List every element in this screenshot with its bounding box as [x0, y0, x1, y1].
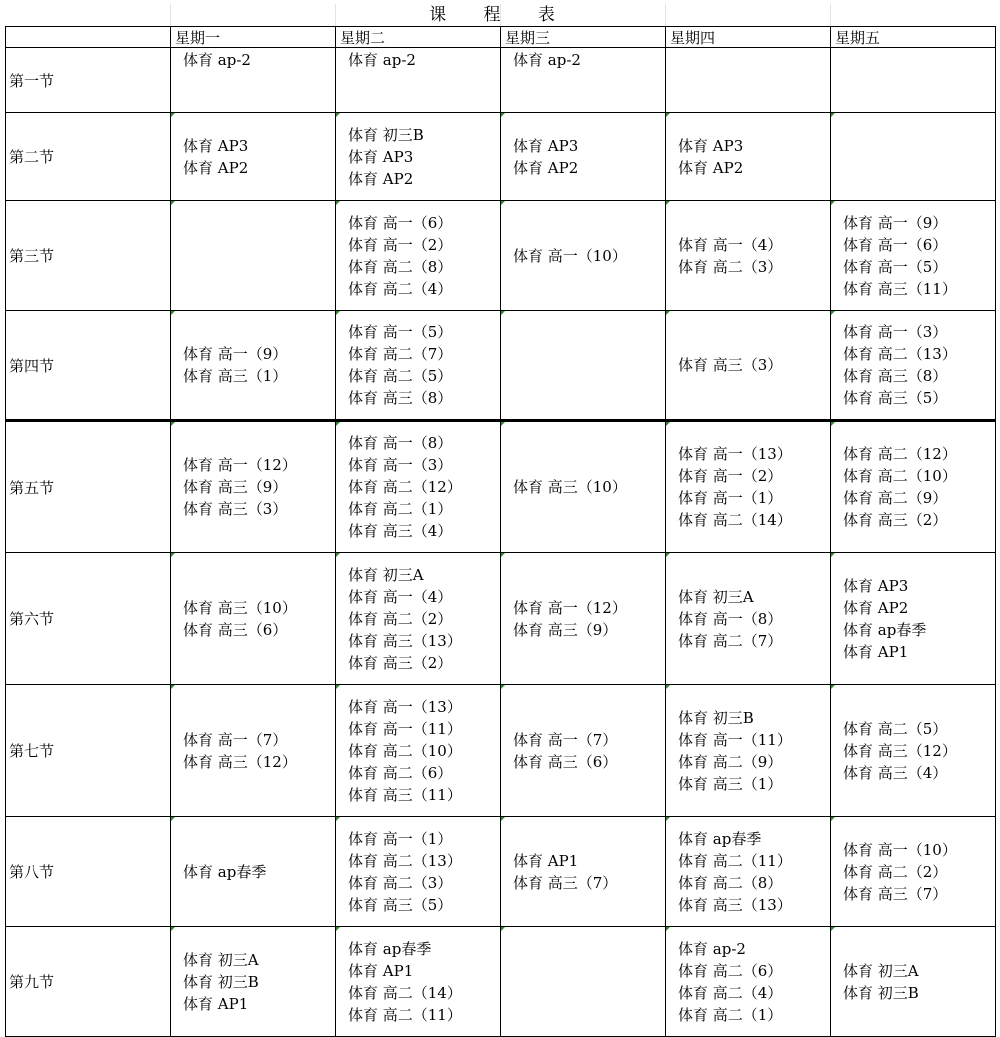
period-row — [6, 113, 996, 201]
cell-corner-marker — [171, 422, 175, 426]
class-entry: 体育 高三（1） — [183, 367, 288, 385]
class-entry: 体育 ap春季 — [678, 829, 762, 848]
class-entry: 体育 高三（2） — [348, 653, 453, 672]
schedule-cell — [831, 553, 996, 685]
schedule-cell — [666, 311, 831, 421]
cell-corner-marker — [501, 201, 505, 205]
schedule-cell — [501, 553, 666, 685]
period-label: 第一节 — [6, 48, 171, 113]
schedule-cell — [666, 201, 831, 311]
class-entry: 体育 高一（5） — [843, 257, 948, 276]
class-entry: 体育 初三A — [843, 961, 919, 980]
class-entry: 体育 高三（6） — [513, 752, 618, 771]
class-entry: 体育 ap-2 — [183, 51, 251, 69]
class-entry: 体育 高三（7） — [843, 884, 948, 903]
schedule-cell — [501, 421, 666, 553]
class-entry: 体育 ap春季 — [843, 620, 927, 639]
class-entry: 体育 高三（8） — [843, 367, 948, 385]
class-entry: 体育 高一（11） — [678, 730, 792, 749]
header-row — [6, 27, 996, 48]
cell-corner-marker — [171, 817, 175, 821]
schedule-cell — [171, 553, 336, 685]
cell-corner-marker — [666, 311, 670, 315]
period-label: 第七节 — [6, 685, 171, 817]
schedule-cell — [831, 48, 996, 113]
class-entry: 体育 高一（2） — [678, 467, 783, 485]
schedule-cell — [831, 421, 996, 553]
schedule-cell — [501, 311, 666, 421]
class-entry: 体育 高三（4） — [843, 763, 948, 782]
class-entry: 体育 高二（9） — [678, 752, 783, 771]
class-entry: 体育 高二（14） — [348, 983, 462, 1002]
cell-corner-marker — [831, 685, 835, 689]
schedule-cell — [666, 553, 831, 685]
class-entry: 体育 高一（4） — [348, 587, 453, 606]
class-entry: 体育 ap春季 — [348, 939, 432, 958]
class-entry: 体育 高三（4） — [348, 522, 453, 540]
schedule-cell — [171, 685, 336, 817]
class-entry: 体育 高三（5） — [348, 895, 453, 914]
cell-corner-marker — [501, 422, 505, 426]
page-title: 课 程 表 — [429, 5, 571, 25]
cell-corner-marker — [666, 113, 670, 117]
schedule-cell — [171, 421, 336, 553]
class-entry: 体育 高二（3） — [678, 257, 783, 276]
class-entry: 体育 AP2 — [678, 158, 744, 177]
class-entry: 体育 高三（6） — [183, 620, 288, 639]
class-entry: 体育 初三B — [183, 972, 259, 991]
cell-corner-marker — [171, 201, 175, 205]
class-entry: 体育 高一（7） — [513, 730, 618, 749]
timetable — [5, 26, 996, 1037]
cell-corner-marker — [336, 817, 340, 821]
class-entry: 体育 AP3 — [348, 147, 414, 166]
class-entry: 体育 高三（13） — [348, 631, 462, 650]
class-entry: 体育 高二（11） — [348, 1005, 462, 1024]
period-label: 第八节 — [6, 817, 171, 927]
class-entry: 体育 高三（9） — [513, 620, 618, 639]
schedule-cell — [666, 113, 831, 201]
class-entry: 体育 AP1 — [513, 851, 579, 870]
period-label: 第三节 — [6, 201, 171, 311]
class-entry: 体育 高三（1） — [678, 774, 783, 793]
day-header: 星期五 — [831, 27, 996, 48]
class-entry: 体育 高一（8） — [678, 609, 783, 628]
class-entry: 体育 初三A — [183, 950, 259, 969]
schedule-cell — [501, 817, 666, 927]
schedule-cell — [336, 201, 501, 311]
class-entry: 体育 高一（11） — [348, 719, 462, 738]
schedule-cell — [666, 421, 831, 553]
cell-corner-marker — [831, 113, 835, 117]
cell-corner-marker — [831, 553, 835, 557]
schedule-cell — [501, 201, 666, 311]
header-corner — [6, 27, 171, 48]
schedule-cell — [171, 201, 336, 311]
schedule-cell — [336, 113, 501, 201]
class-entry: 体育 高一（13） — [348, 697, 462, 716]
period-label: 第四节 — [6, 311, 171, 421]
class-entry: 体育 高三（10） — [183, 598, 297, 617]
schedule-cell — [336, 48, 501, 113]
class-entry: 体育 高三（12） — [843, 741, 957, 760]
class-entry: 体育 高二（10） — [348, 741, 462, 760]
class-entry: 体育 高二（1） — [678, 1005, 783, 1024]
class-entry: 体育 高一（9） — [183, 345, 288, 363]
class-entry: 体育 AP2 — [348, 169, 414, 188]
class-entry: 体育 高一（10） — [843, 840, 957, 859]
cell-corner-marker — [501, 553, 505, 557]
schedule-cell — [336, 553, 501, 685]
cell-corner-marker — [666, 553, 670, 557]
cell-corner-marker — [501, 817, 505, 821]
schedule-cell — [831, 311, 996, 421]
schedule-cell — [171, 311, 336, 421]
class-entry: 体育 高二（10） — [843, 467, 957, 485]
class-entry: 体育 高三（8） — [348, 389, 453, 407]
cell-corner-marker — [336, 927, 340, 931]
cell-corner-marker — [831, 201, 835, 205]
class-entry: 体育 高二（13） — [348, 851, 462, 870]
class-entry: 体育 高二（7） — [348, 345, 453, 363]
cell-corner-marker — [501, 685, 505, 689]
schedule-cell — [336, 311, 501, 421]
cell-corner-marker — [336, 685, 340, 689]
class-entry: 体育 高一（8） — [348, 434, 453, 452]
cell-corner-marker — [171, 927, 175, 931]
class-entry: 体育 ap春季 — [183, 862, 267, 881]
class-entry: 体育 高三（9） — [183, 478, 288, 496]
schedule-cell — [501, 685, 666, 817]
class-entry: 体育 高二（3） — [348, 873, 453, 892]
cell-corner-marker — [666, 927, 670, 931]
class-entry: 体育 高三（3） — [183, 500, 288, 518]
class-entry: 体育 初三B — [348, 125, 424, 144]
class-entry: 体育 高一（12） — [513, 598, 627, 617]
title-row — [5, 4, 995, 26]
schedule-cell — [831, 113, 996, 201]
cell-corner-marker — [501, 927, 505, 931]
period-row — [6, 927, 996, 1037]
class-entry: 体育 高三（13） — [678, 895, 792, 914]
class-entry: 体育 ap-2 — [678, 939, 746, 958]
class-entry: 体育 高二（5） — [843, 719, 948, 738]
cell-corner-marker — [831, 927, 835, 931]
period-row — [6, 685, 996, 817]
schedule-cell — [501, 927, 666, 1037]
period-label: 第二节 — [6, 113, 171, 201]
schedule-cell — [336, 817, 501, 927]
class-entry: 体育 高三（7） — [513, 873, 618, 892]
schedule-cell — [501, 113, 666, 201]
cell-corner-marker — [171, 553, 175, 557]
cell-corner-marker — [336, 422, 340, 426]
class-entry: 体育 高二（14） — [678, 511, 792, 529]
day-header: 星期二 — [336, 27, 501, 48]
day-header: 星期三 — [501, 27, 666, 48]
cell-corner-marker — [666, 817, 670, 821]
class-entry: 体育 高一（6） — [843, 235, 948, 254]
cell-corner-marker — [666, 201, 670, 205]
cell-corner-marker — [831, 311, 835, 315]
class-entry: 体育 高一（7） — [183, 730, 288, 749]
class-entry: 体育 高二（12） — [348, 478, 462, 496]
class-entry: 体育 ap-2 — [348, 51, 416, 69]
period-row — [6, 421, 996, 553]
class-entry: 体育 高一（4） — [678, 235, 783, 254]
cell-corner-marker — [171, 113, 175, 117]
cell-corner-marker — [171, 685, 175, 689]
class-entry: 体育 高一（5） — [348, 323, 453, 341]
schedule-cell — [666, 685, 831, 817]
class-entry: 体育 AP1 — [348, 961, 414, 980]
period-row — [6, 553, 996, 685]
class-entry: 体育 初三B — [678, 708, 754, 727]
schedule-cell — [666, 48, 831, 113]
day-header: 星期一 — [171, 27, 336, 48]
class-entry: 体育 高二（1） — [348, 500, 453, 518]
class-entry: 体育 AP3 — [513, 136, 579, 155]
period-label: 第九节 — [6, 927, 171, 1037]
class-entry: 体育 高一（3） — [843, 323, 948, 341]
period-label: 第六节 — [6, 553, 171, 685]
day-header: 星期四 — [666, 27, 831, 48]
class-entry: 体育 高一（3） — [348, 456, 453, 474]
class-entry: 体育 AP2 — [183, 158, 249, 177]
class-entry: 体育 高一（10） — [513, 246, 627, 265]
period-row — [6, 817, 996, 927]
class-entry: 体育 高一（6） — [348, 213, 453, 232]
class-entry: 体育 AP1 — [183, 994, 249, 1013]
class-entry: 体育 AP3 — [678, 136, 744, 155]
class-entry: 体育 高二（7） — [678, 631, 783, 650]
class-entry: 体育 ap-2 — [513, 51, 581, 69]
class-entry: 体育 高一（1） — [348, 829, 453, 848]
class-entry: 体育 初三B — [843, 983, 919, 1002]
class-entry: 体育 高二（11） — [678, 851, 792, 870]
schedule-sheet — [5, 4, 995, 1037]
cell-corner-marker — [336, 311, 340, 315]
cell-corner-marker — [336, 553, 340, 557]
class-entry: 体育 高二（13） — [843, 345, 957, 363]
class-entry: 体育 高二（2） — [348, 609, 453, 628]
cell-corner-marker — [831, 817, 835, 821]
class-entry: 体育 高二（9） — [843, 489, 948, 507]
class-entry: 体育 高一（13） — [678, 445, 792, 463]
class-entry: 体育 高一（9） — [843, 213, 948, 232]
cell-corner-marker — [336, 201, 340, 205]
schedule-cell — [336, 685, 501, 817]
schedule-cell — [171, 927, 336, 1037]
class-entry: 体育 高二（8） — [348, 257, 453, 276]
class-entry: 体育 AP3 — [183, 136, 249, 155]
schedule-cell — [831, 201, 996, 311]
cell-corner-marker — [336, 113, 340, 117]
cell-corner-marker — [666, 685, 670, 689]
schedule-cell — [336, 421, 501, 553]
class-entry: 体育 高三（2） — [843, 511, 948, 529]
schedule-cell — [666, 927, 831, 1037]
class-entry: 体育 AP2 — [513, 158, 579, 177]
schedule-cell — [831, 927, 996, 1037]
class-entry: 体育 高三（10） — [513, 478, 627, 496]
class-entry: 体育 AP1 — [843, 642, 909, 661]
class-entry: 体育 高二（4） — [348, 279, 453, 298]
class-entry: 体育 高二（8） — [678, 873, 783, 892]
cell-corner-marker — [831, 422, 835, 426]
class-entry: 体育 高三（11） — [843, 279, 957, 298]
class-entry: 体育 高二（6） — [348, 763, 453, 782]
class-entry: 体育 高一（1） — [678, 489, 783, 507]
class-entry: 体育 高一（2） — [348, 235, 453, 254]
class-entry: 体育 高二（6） — [678, 961, 783, 980]
class-entry: 体育 高三（5） — [843, 389, 948, 407]
class-entry: 体育 高二（2） — [843, 862, 948, 881]
period-row — [6, 201, 996, 311]
class-entry: 体育 高三（11） — [348, 785, 462, 804]
period-row — [6, 311, 996, 421]
schedule-cell — [171, 113, 336, 201]
schedule-cell — [666, 817, 831, 927]
class-entry: 体育 高三（3） — [678, 356, 783, 374]
class-entry: 体育 高二（12） — [843, 445, 957, 463]
schedule-cell — [831, 817, 996, 927]
schedule-cell — [171, 817, 336, 927]
cell-corner-marker — [501, 113, 505, 117]
period-label: 第五节 — [6, 421, 171, 553]
class-entry: 体育 高三（12） — [183, 752, 297, 771]
class-entry: 体育 初三A — [678, 587, 754, 606]
cell-corner-marker — [501, 311, 505, 315]
class-entry: 体育 AP2 — [843, 598, 909, 617]
cell-corner-marker — [666, 422, 670, 426]
class-entry: 体育 初三A — [348, 565, 424, 584]
class-entry: 体育 高二（5） — [348, 367, 453, 385]
schedule-cell — [831, 685, 996, 817]
period-row — [6, 48, 996, 113]
class-entry: 体育 高一（12） — [183, 456, 297, 474]
cell-corner-marker — [171, 311, 175, 315]
schedule-cell — [171, 48, 336, 113]
class-entry: 体育 高二（4） — [678, 983, 783, 1002]
schedule-cell — [336, 927, 501, 1037]
class-entry: 体育 AP3 — [843, 576, 909, 595]
schedule-cell — [501, 48, 666, 113]
